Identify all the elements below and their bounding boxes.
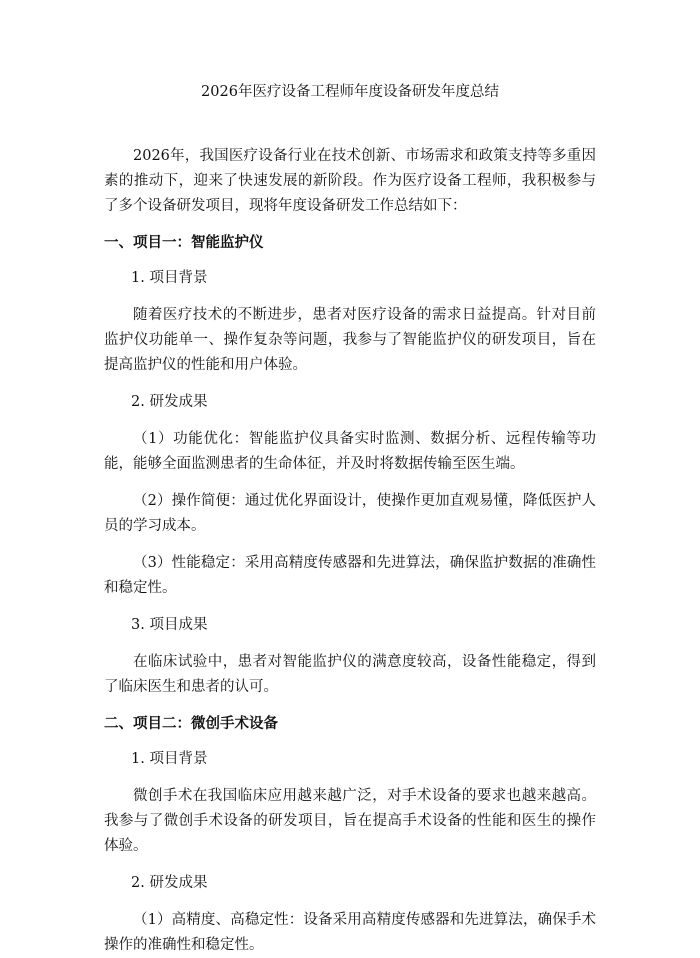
document-title: 2026年医疗设备工程师年度设备研发年度总结 bbox=[201, 84, 499, 100]
subheading-outcome: 3. 项目成果 bbox=[131, 617, 208, 633]
paragraph-result-1: （1）高精度、高稳定性：设备采用高精度传感器和先进算法，确保手术操作的准确性和稳定性。 bbox=[104, 912, 596, 953]
paragraph-result-3: （3）性能稳定：采用高精度传感器和先进算法，确保监护数据的准确性和稳定性。 bbox=[104, 555, 596, 596]
intro-paragraph: 2026年，我国医疗设备行业在技术创新、市场需求和政策支持等多重因素的推动下，迎来了快速发展的新阶段。作为医疗设备工程师，我积极参与了多个设备研发项目，现将年度设备研发工作总结如下： bbox=[104, 148, 596, 214]
subheading-results: 2. 研发成果 bbox=[131, 875, 208, 891]
section-heading-project-2: 二、项目二：微创手术设备 bbox=[104, 716, 278, 732]
paragraph-background: 随着医疗技术的不断进步，患者对医疗设备的需求日益提高。针对目前监护仪功能单一、操作复杂等问题，我参与了智能监护仪的研发项目，旨在提高监护仪的性能和用户体验。 bbox=[104, 307, 596, 373]
subheading-background: 1. 项目背景 bbox=[131, 751, 208, 767]
paragraph-result-1: （1）功能优化：智能监护仪具备实时监测、数据分析、远程传输等功能，能够全面监测患者的生命体征，并及时将数据传输至医生端。 bbox=[104, 431, 596, 472]
section-heading-project-1: 一、项目一：智能监护仪 bbox=[104, 235, 264, 251]
paragraph-result-2: （2）操作简便：通过优化界面设计，使操作更加直观易懂，降低医护人员的学习成本。 bbox=[104, 493, 596, 534]
paragraph-background: 微创手术在我国临床应用越来越广泛，对手术设备的要求也越来越高。我参与了微创手术设备的研发项目，旨在提高手术设备的性能和医生的操作体验。 bbox=[104, 788, 596, 854]
subheading-background: 1. 项目背景 bbox=[131, 270, 208, 286]
paragraph-outcome: 在临床试验中，患者对智能监护仪的满意度较高，设备性能稳定，得到了临床医生和患者的认可。 bbox=[104, 654, 596, 695]
subheading-results: 2. 研发成果 bbox=[131, 394, 208, 410]
